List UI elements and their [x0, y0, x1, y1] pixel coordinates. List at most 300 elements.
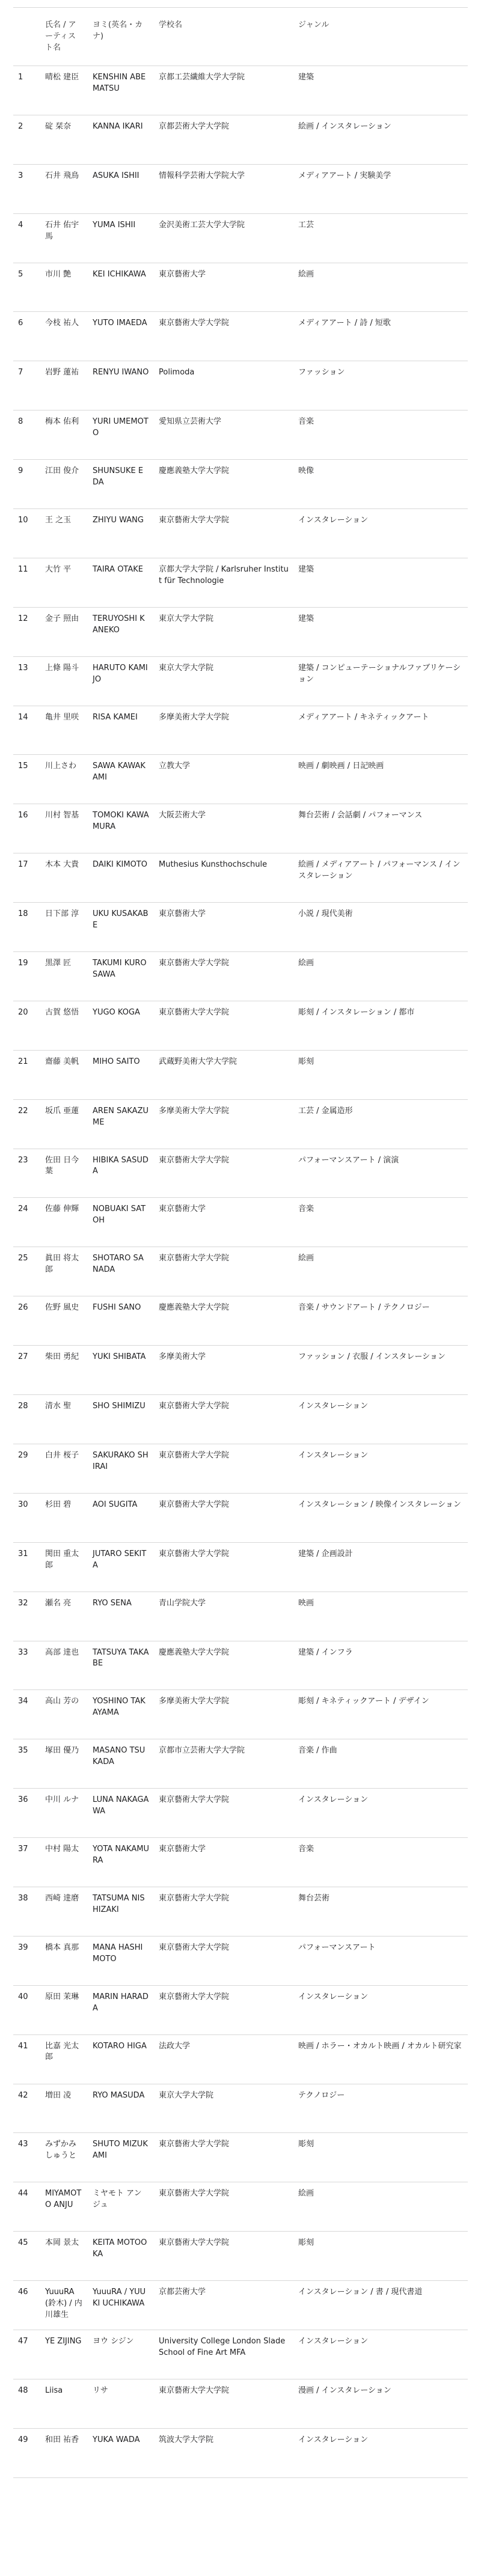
school-name: 東京藝術大学大学院: [154, 1985, 293, 2034]
artist-name: 中川 ルナ: [40, 1789, 88, 1838]
artist-name: 原田 茉琳: [40, 1985, 88, 2034]
row-number: 39: [13, 1936, 40, 1985]
genre: 映画 / ホラー・オカルト映画 / オカルト研究家: [293, 2034, 468, 2084]
artist-name: 和田 祐香: [40, 2428, 88, 2477]
table-row: [13, 115, 468, 164]
genre: 絵画: [293, 952, 468, 1001]
school-name: 東京大学大学院: [154, 2084, 293, 2133]
table-body: [13, 66, 468, 2478]
artist-name: 柴田 勇紀: [40, 1346, 88, 1395]
school-name: 京都市立芸術大学大学院: [154, 1739, 293, 1789]
genre: 建築: [293, 66, 468, 115]
artist-name: 梅本 佑利: [40, 411, 88, 460]
artist-yomi: YUTO IMAEDA: [88, 312, 154, 361]
school-name: 東京大学大学院: [154, 656, 293, 706]
artist-yomi: ミヤモト アンジュ: [88, 2182, 154, 2232]
row-number: 29: [13, 1444, 40, 1493]
table-row: [13, 1739, 468, 1789]
genre: インスタレーション: [293, 509, 468, 558]
school-name: 東京藝術大学大学院: [154, 1001, 293, 1050]
artist-yomi: YuuuRA / YUUKI UCHIKAWA: [88, 2281, 154, 2330]
artist-yomi: ASUKA ISHII: [88, 164, 154, 213]
row-number: 4: [13, 213, 40, 263]
school-name: 東京藝術大学大学院: [154, 2133, 293, 2182]
table-row: [13, 1641, 468, 1690]
table-row: [13, 312, 468, 361]
table-row: [13, 853, 468, 903]
school-name: 愛知県立芸術大学: [154, 411, 293, 460]
artist-yomi: AOI SUGITA: [88, 1493, 154, 1542]
artist-name: 橋本 真那: [40, 1936, 88, 1985]
artist-yomi: KANNA IKARI: [88, 115, 154, 164]
genre: 絵画 / メディアアート / パフォーマンス / インスタレーション: [293, 853, 468, 903]
artist-name: 高山 芳の: [40, 1690, 88, 1739]
row-number: 38: [13, 1887, 40, 1936]
artist-yomi: FUSHI SANO: [88, 1296, 154, 1346]
row-number: 44: [13, 2182, 40, 2232]
row-number: 45: [13, 2232, 40, 2281]
artist-name: 黒澤 匠: [40, 952, 88, 1001]
genre: インスタレーション: [293, 1789, 468, 1838]
genre: 彫刻: [293, 1050, 468, 1099]
artist-name: 高部 達也: [40, 1641, 88, 1690]
artist-name: 岩野 蓮祐: [40, 361, 88, 411]
artist-name: 古賀 悠悟: [40, 1001, 88, 1050]
genre: ファッション: [293, 361, 468, 411]
genre: 彫刻 / キネティックアート / デザイン: [293, 1690, 468, 1739]
genre: 音楽: [293, 1838, 468, 1887]
table-row: [13, 509, 468, 558]
table-row: [13, 2281, 468, 2330]
artist-name: 眞田 将太郎: [40, 1247, 88, 1296]
table-row: [13, 460, 468, 509]
artist-yomi: TATSUMA NISHIZAKI: [88, 1887, 154, 1936]
artist-name: YE ZIJING: [40, 2330, 88, 2379]
header-name: 氏名 / アーティスト名: [40, 8, 88, 66]
table-row: [13, 1838, 468, 1887]
row-number: 20: [13, 1001, 40, 1050]
artist-name: 西崎 達磨: [40, 1887, 88, 1936]
artist-yomi: NOBUAKI SATOH: [88, 1198, 154, 1247]
genre: 小説 / 現代美術: [293, 903, 468, 952]
table-row: [13, 1050, 468, 1099]
row-number: 46: [13, 2281, 40, 2330]
row-number: 13: [13, 656, 40, 706]
artist-yomi: SAKURAKO SHIRAI: [88, 1444, 154, 1493]
school-name: 慶應義塾大学大学院: [154, 1641, 293, 1690]
artist-name: 白井 桜子: [40, 1444, 88, 1493]
table-row: [13, 2232, 468, 2281]
artist-name: 石井 佑宇馬: [40, 213, 88, 263]
table-row: [13, 66, 468, 115]
row-number: 14: [13, 706, 40, 755]
genre: 音楽 / サウンドアート / テクノロジー: [293, 1296, 468, 1346]
school-name: 東京藝術大学大学院: [154, 1493, 293, 1542]
school-name: Muthesius Kunsthochschule: [154, 853, 293, 903]
table-row: [13, 2379, 468, 2428]
artist-yomi: KENSHIN ABEMATSU: [88, 66, 154, 115]
artist-yomi: SHUTO MIZUKAMI: [88, 2133, 154, 2182]
artist-name: Liisa: [40, 2379, 88, 2428]
genre: 絵画: [293, 2182, 468, 2232]
table-row: [13, 804, 468, 853]
row-number: 15: [13, 755, 40, 804]
genre: 建築 / 企画設計: [293, 1542, 468, 1592]
artist-name: 坂爪 亜蓮: [40, 1099, 88, 1149]
table-row: [13, 1395, 468, 1444]
artist-name: 木本 大貴: [40, 853, 88, 903]
artist-yomi: SHOTARO SANADA: [88, 1247, 154, 1296]
artist-yomi: RYO MASUDA: [88, 2084, 154, 2133]
genre: 建築 / インフラ: [293, 1641, 468, 1690]
school-name: 武蔵野美術大学大学院: [154, 1050, 293, 1099]
artist-yomi: MANA HASHIMOTO: [88, 1936, 154, 1985]
artist-yomi: KOTARO HIGA: [88, 2034, 154, 2084]
artist-name: 本岡 景太: [40, 2232, 88, 2281]
artist-name: 晴松 建臣: [40, 66, 88, 115]
row-number: 18: [13, 903, 40, 952]
artist-name: 碇 栞奈: [40, 115, 88, 164]
school-name: 青山学院大学: [154, 1592, 293, 1641]
genre: 彫刻: [293, 2232, 468, 2281]
school-name: 情報科学芸術大学院大学: [154, 164, 293, 213]
genre: 絵画: [293, 263, 468, 312]
artist-name: 杉田 碧: [40, 1493, 88, 1542]
row-number: 41: [13, 2034, 40, 2084]
genre: 建築: [293, 607, 468, 656]
header-yomi: ヨミ(英名・カナ): [88, 8, 154, 66]
school-name: 法政大学: [154, 2034, 293, 2084]
artist-name: 大竹 平: [40, 558, 88, 607]
table-row: [13, 1789, 468, 1838]
school-name: 慶應義塾大学大学院: [154, 460, 293, 509]
school-name: 京都大学大学院 / Karlsruher Institut für Technologie: [154, 558, 293, 607]
row-number: 8: [13, 411, 40, 460]
artist-yomi: KEITA MOTOOKA: [88, 2232, 154, 2281]
genre: テクノロジー: [293, 2084, 468, 2133]
row-number: 3: [13, 164, 40, 213]
artist-yomi: SAWA KAWAKAMI: [88, 755, 154, 804]
school-name: 多摩美術大学: [154, 1346, 293, 1395]
artist-yomi: AREN SAKAZUME: [88, 1099, 154, 1149]
artist-name: 川上さわ: [40, 755, 88, 804]
table-row: [13, 1346, 468, 1395]
row-number: 48: [13, 2379, 40, 2428]
row-number: 24: [13, 1198, 40, 1247]
artist-name: みずかみしゅうと: [40, 2133, 88, 2182]
school-name: 慶應義塾大学大学院: [154, 1296, 293, 1346]
row-number: 37: [13, 1838, 40, 1887]
genre: 音楽 / 作曲: [293, 1739, 468, 1789]
artist-name: YuuuRA (鈴木) / 内川雄生: [40, 2281, 88, 2330]
table-row: [13, 361, 468, 411]
artist-name: MIYAMOTO ANJU: [40, 2182, 88, 2232]
genre: 彫刻: [293, 2133, 468, 2182]
table-row: [13, 1887, 468, 1936]
row-number: 10: [13, 509, 40, 558]
school-name: 東京藝術大学大学院: [154, 1395, 293, 1444]
table-row: [13, 2084, 468, 2133]
artist-yomi: YURI UMEMOTO: [88, 411, 154, 460]
school-name: 東京藝術大学大学院: [154, 2182, 293, 2232]
school-name: 京都芸術大学: [154, 2281, 293, 2330]
artist-yomi: LUNA NAKAGAWA: [88, 1789, 154, 1838]
genre: 彫刻 / インスタレーション / 都市: [293, 1001, 468, 1050]
table-row: [13, 656, 468, 706]
school-name: 東京藝術大学大学院: [154, 1789, 293, 1838]
school-name: 東京藝術大学: [154, 903, 293, 952]
school-name: 東京藝術大学: [154, 1838, 293, 1887]
row-number: 30: [13, 1493, 40, 1542]
row-number: 19: [13, 952, 40, 1001]
table-row: [13, 952, 468, 1001]
school-name: 東京大学大学院: [154, 607, 293, 656]
artist-yomi: TAIRA OTAKE: [88, 558, 154, 607]
school-name: 京都芸術大学大学院: [154, 115, 293, 164]
row-number: 6: [13, 312, 40, 361]
artist-name: 日下部 淳: [40, 903, 88, 952]
table-row: [13, 1542, 468, 1592]
school-name: 東京藝術大学大学院: [154, 2232, 293, 2281]
row-number: 28: [13, 1395, 40, 1444]
genre: メディアアート / 詩 / 短歌: [293, 312, 468, 361]
row-number: 33: [13, 1641, 40, 1690]
artist-name: 佐野 風史: [40, 1296, 88, 1346]
row-number: 43: [13, 2133, 40, 2182]
genre: 映画: [293, 1592, 468, 1641]
artist-name: 江田 俊介: [40, 460, 88, 509]
artist-yomi: JUTARO SEKITA: [88, 1542, 154, 1592]
table-row: [13, 1198, 468, 1247]
row-number: 11: [13, 558, 40, 607]
row-number: 21: [13, 1050, 40, 1099]
artist-yomi: YUGO KOGA: [88, 1001, 154, 1050]
artist-name: 清水 聖: [40, 1395, 88, 1444]
table-row: [13, 2428, 468, 2477]
genre: インスタレーション: [293, 1985, 468, 2034]
table-row: [13, 1985, 468, 2034]
artist-yomi: MASANO TSUKADA: [88, 1739, 154, 1789]
artist-yomi: YUKA WADA: [88, 2428, 154, 2477]
school-name: 多摩美術大学大学院: [154, 1099, 293, 1149]
artist-yomi: UKU KUSAKABE: [88, 903, 154, 952]
school-name: 東京藝術大学大学院: [154, 312, 293, 361]
genre: 舞台芸術 / 会話劇 / パフォーマンス: [293, 804, 468, 853]
table-row: [13, 607, 468, 656]
header-school: 学校名: [154, 8, 293, 66]
genre: ファッション / 衣服 / インスタレーション: [293, 1346, 468, 1395]
artist-name: 川村 智基: [40, 804, 88, 853]
genre: インスタレーション / 映像インスタレーション: [293, 1493, 468, 1542]
school-name: 東京藝術大学大学院: [154, 1887, 293, 1936]
artist-yomi: ZHIYU WANG: [88, 509, 154, 558]
table-row: [13, 1099, 468, 1149]
artist-yomi: MARIN HARADA: [88, 1985, 154, 2034]
row-number: 47: [13, 2330, 40, 2379]
school-name: 多摩美術大学大学院: [154, 1690, 293, 1739]
genre: 音楽: [293, 411, 468, 460]
genre: 漫画 / インスタレーション: [293, 2379, 468, 2428]
row-number: 35: [13, 1739, 40, 1789]
artist-name: 王 之玉: [40, 509, 88, 558]
table-row: [13, 1493, 468, 1542]
artist-name: 齋藤 美帆: [40, 1050, 88, 1099]
artist-name: 増田 凌: [40, 2084, 88, 2133]
table-row: [13, 2133, 468, 2182]
table-row: [13, 213, 468, 263]
row-number: 2: [13, 115, 40, 164]
genre: メディアアート / キネティックアート: [293, 706, 468, 755]
artist-yomi: RISA KAMEI: [88, 706, 154, 755]
artist-yomi: リサ: [88, 2379, 154, 2428]
row-number: 16: [13, 804, 40, 853]
genre: 音楽: [293, 1198, 468, 1247]
artist-yomi: SHO SHIMIZU: [88, 1395, 154, 1444]
row-number: 26: [13, 1296, 40, 1346]
row-number: 5: [13, 263, 40, 312]
table-row: [13, 706, 468, 755]
artist-yomi: TAKUMI KUROSAWA: [88, 952, 154, 1001]
genre: インスタレーション: [293, 2428, 468, 2477]
table-row: [13, 2182, 468, 2232]
school-name: 東京藝術大学: [154, 1198, 293, 1247]
artist-yomi: MIHO SAITO: [88, 1050, 154, 1099]
artist-table: [13, 7, 468, 2478]
school-name: 金沢美術工芸大学大学院: [154, 213, 293, 263]
table-row: [13, 755, 468, 804]
row-number: 1: [13, 66, 40, 115]
row-number: 12: [13, 607, 40, 656]
school-name: 立教大学: [154, 755, 293, 804]
genre: パフォーマンスアート / 演演: [293, 1149, 468, 1198]
genre: メディアアート / 実験美学: [293, 164, 468, 213]
table-row: [13, 1247, 468, 1296]
table-row: [13, 1001, 468, 1050]
header-number: [13, 8, 40, 66]
table-row: [13, 1444, 468, 1493]
artist-yomi: KEI ICHIKAWA: [88, 263, 154, 312]
genre: 舞台芸術: [293, 1887, 468, 1936]
table-row: [13, 1936, 468, 1985]
school-name: 筑波大学大学院: [154, 2428, 293, 2477]
artist-yomi: ヨウ シジン: [88, 2330, 154, 2379]
school-name: 東京藝術大学: [154, 263, 293, 312]
school-name: 東京藝術大学大学院: [154, 1149, 293, 1198]
genre: インスタレーション: [293, 1395, 468, 1444]
genre: 映像: [293, 460, 468, 509]
table-row: [13, 903, 468, 952]
artist-name: 佐藤 伸輝: [40, 1198, 88, 1247]
table-row: [13, 558, 468, 607]
table-row: [13, 164, 468, 213]
genre: 絵画: [293, 1247, 468, 1296]
artist-name: 瀬名 亮: [40, 1592, 88, 1641]
table-row: [13, 1296, 468, 1346]
table-row: [13, 1149, 468, 1198]
row-number: 36: [13, 1789, 40, 1838]
artist-name: 亀井 里咲: [40, 706, 88, 755]
artist-yomi: TATSUYA TAKABE: [88, 1641, 154, 1690]
table-row: [13, 1690, 468, 1739]
header-genre: ジャンル: [293, 8, 468, 66]
header-row: [13, 8, 468, 66]
artist-name: 石井 飛鳥: [40, 164, 88, 213]
school-name: 東京藝術大学大学院: [154, 2379, 293, 2428]
genre: インスタレーション: [293, 1444, 468, 1493]
artist-name: 金子 照由: [40, 607, 88, 656]
genre: 建築 / コンピューテーショナルファブリケーション: [293, 656, 468, 706]
row-number: 49: [13, 2428, 40, 2477]
row-number: 22: [13, 1099, 40, 1149]
school-name: 東京藝術大学大学院: [154, 1936, 293, 1985]
school-name: 東京藝術大学大学院: [154, 1247, 293, 1296]
artist-name: 上條 陽斗: [40, 656, 88, 706]
artist-name: 今枝 祐人: [40, 312, 88, 361]
table-row: [13, 2330, 468, 2379]
genre: 工芸 / 金属造形: [293, 1099, 468, 1149]
school-name: University College London Slade School of Fine Art MFA: [154, 2330, 293, 2379]
row-number: 9: [13, 460, 40, 509]
artist-yomi: DAIKI KIMOTO: [88, 853, 154, 903]
school-name: 京都工芸繊維大学大学院: [154, 66, 293, 115]
row-number: 42: [13, 2084, 40, 2133]
artist-yomi: YOTA NAKAMURA: [88, 1838, 154, 1887]
artist-yomi: TOMOKI KAWAMURA: [88, 804, 154, 853]
school-name: 多摩美術大学大学院: [154, 706, 293, 755]
genre: パフォーマンスアート: [293, 1936, 468, 1985]
artist-yomi: RENYU IWANO: [88, 361, 154, 411]
artist-yomi: HARUTO KAMIJO: [88, 656, 154, 706]
table-row: [13, 2034, 468, 2084]
school-name: 大阪芸術大学: [154, 804, 293, 853]
table-header: [13, 8, 468, 66]
row-number: 17: [13, 853, 40, 903]
artist-yomi: YUMA ISHII: [88, 213, 154, 263]
school-name: 東京藝術大学大学院: [154, 1444, 293, 1493]
artist-name: 佐田 日今葉: [40, 1149, 88, 1198]
genre: 映画 / 劇映画 / 日記映画: [293, 755, 468, 804]
genre: 建築: [293, 558, 468, 607]
artist-yomi: YUKI SHIBATA: [88, 1346, 154, 1395]
artist-yomi: SHUNSUKE EDA: [88, 460, 154, 509]
table-row: [13, 263, 468, 312]
row-number: 25: [13, 1247, 40, 1296]
artist-name: 関田 重太郎: [40, 1542, 88, 1592]
row-number: 27: [13, 1346, 40, 1395]
row-number: 7: [13, 361, 40, 411]
genre: インスタレーション: [293, 2330, 468, 2379]
artist-yomi: YOSHINO TAKAYAMA: [88, 1690, 154, 1739]
school-name: 東京藝術大学大学院: [154, 952, 293, 1001]
artist-yomi: RYO SENA: [88, 1592, 154, 1641]
school-name: Polimoda: [154, 361, 293, 411]
school-name: 東京藝術大学大学院: [154, 509, 293, 558]
genre: 工芸: [293, 213, 468, 263]
artist-yomi: TERUYOSHI KANEKO: [88, 607, 154, 656]
school-name: 東京藝術大学大学院: [154, 1542, 293, 1592]
artist-name: 比嘉 光太郎: [40, 2034, 88, 2084]
row-number: 34: [13, 1690, 40, 1739]
row-number: 32: [13, 1592, 40, 1641]
row-number: 31: [13, 1542, 40, 1592]
genre: インスタレーション / 書 / 現代書道: [293, 2281, 468, 2330]
table-row: [13, 411, 468, 460]
artist-name: 塚田 優乃: [40, 1739, 88, 1789]
table-row: [13, 1592, 468, 1641]
row-number: 23: [13, 1149, 40, 1198]
row-number: 40: [13, 1985, 40, 2034]
artist-yomi: HIBIKA SASUDA: [88, 1149, 154, 1198]
